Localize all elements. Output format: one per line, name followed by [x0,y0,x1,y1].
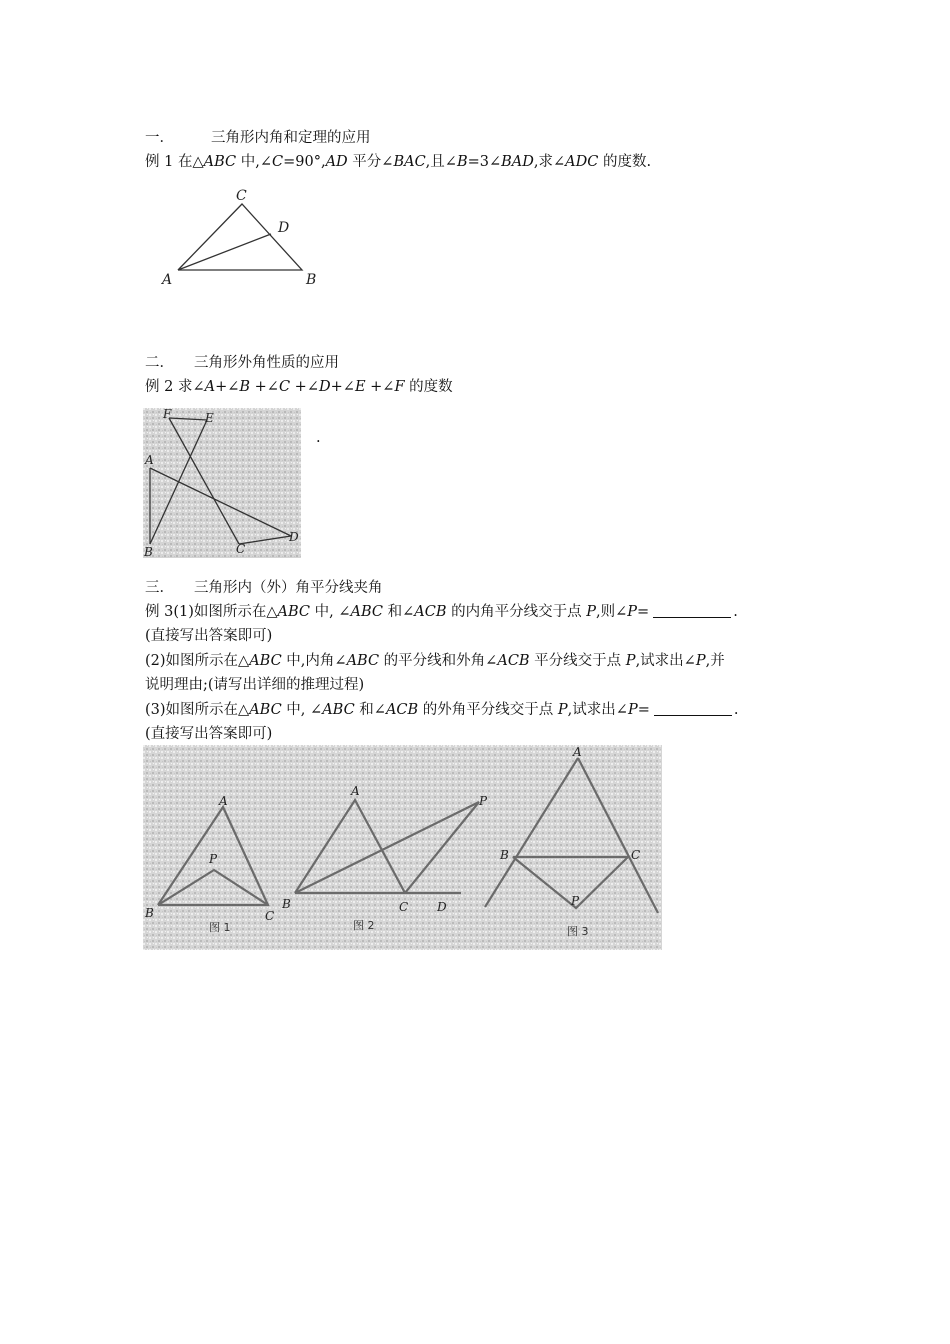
q1-t1: ABC [277,604,311,620]
q3-answer-blank[interactable] [654,701,732,716]
ex1-m7: 的度数. [598,154,652,170]
ex2-t5: E [354,379,366,395]
ex2-t1: A [204,379,216,395]
q3-m1: 中, ∠ [281,702,323,718]
q1-prefix: 例 3(1)如图所示在△ [145,604,278,620]
q3-end: . [733,702,739,718]
ex1-t5: B [456,154,468,170]
fig3-label-c: C [631,848,641,862]
ex1-t6: BAD [501,154,534,170]
segment-ad [178,234,271,270]
fig1-caption: 图 1 [209,921,231,934]
label-e: E [205,411,214,425]
fig1-label-p: P [209,852,218,866]
label-d: D [278,220,290,236]
q3-m2: 和∠ [354,702,386,718]
section2-heading [145,353,339,373]
figure-1-triangle [150,182,340,294]
q2-t2: ABC [346,653,380,669]
q1-end: . [733,604,738,620]
q3-m3: 的外角平分线交于点 [418,702,558,718]
q1-m5: = [637,604,650,620]
section3-number: 三． [145,580,174,596]
q2-line2: 说明理由;(请写出详细的推理过程) [145,677,365,693]
fig3-caption: 图 3 [567,925,589,938]
speckled-background [143,408,301,558]
fig2-label-a: A [351,784,360,798]
q3-t3: ACB [385,702,419,718]
label-f: F [163,407,172,421]
q1-t5: P [627,604,638,620]
fig1-label-b: B [145,906,154,920]
q2-text [145,651,725,671]
ex1-t2: C [271,154,284,170]
ex1-t4: BAC [393,154,426,170]
fig3-label-b: B [500,848,509,862]
fig2-label-d: D [437,900,447,914]
ex2-m2: +∠ [250,379,279,395]
q3-t1: ABC [249,702,282,718]
section1-heading [145,128,371,148]
section2-title: 三角形外角性质的应用 [194,355,339,371]
ex2-m3: +∠ [290,379,319,395]
fig2-caption: 图 2 [353,919,375,932]
q3-t4: P [557,702,568,718]
q2-t5: P [695,653,706,669]
q1-answer-blank[interactable] [653,603,731,618]
q1-t4: P [586,604,596,620]
fig2-label-p: P [479,794,488,808]
q2-m1: 中,内角∠ [281,653,347,669]
ex1-t1: ABC [203,154,237,170]
q2-m5: ,并 [705,653,725,669]
q3-prefix: (3)如图所示在△ [145,702,250,718]
q3-t5: P [627,702,638,718]
ex1-m1: 中,∠ [236,154,272,170]
q2-m4: ,试求出∠ [635,653,696,669]
q2-m3: 平分线交于点 [529,653,626,669]
label-a: A [145,453,154,467]
ex2-m5: +∠ [365,379,395,395]
fig3-label-p: P [571,894,580,908]
q2-t1: ABC [249,653,282,669]
ex1-m3: 平分∠ [347,154,394,170]
figure-3-bisectors [143,745,662,950]
label-a: A [162,272,173,288]
q2-t3: ACB [497,653,530,669]
ex2-prefix: 例 2 求∠ [145,379,205,395]
q1-m2: 和∠ [383,604,415,620]
stray-dot: . [316,430,321,446]
ex2-t2: B [239,379,251,395]
fig2-label-b: B [282,897,291,911]
section3-title: 三角形内（外）角平分线夹角 [194,580,383,596]
section1-title: 三角形内角和定理的应用 [211,130,371,146]
label-b: B [306,272,317,288]
speckled-background [143,745,662,950]
ex1-t7: ADC [565,154,599,170]
ex2-m6: 的度数 [404,379,453,395]
ex1-prefix: 例 1 在△ [145,154,204,170]
figure-2-star [143,408,301,558]
q1-text [145,602,738,622]
q1-note: (直接写出答案即可) [145,628,273,644]
ex1-m6: ,求∠ [533,154,566,170]
triangle-abc-outline [178,204,302,270]
q2-prefix: (2)如图所示在△ [145,653,250,669]
q3-m4: ,试求出∠ [567,702,628,718]
q3-note: (直接写出答案即可) [145,726,273,742]
example1-text [145,152,651,172]
label-b: B [144,545,153,559]
q3-m5: = [637,702,650,718]
example2-text [145,377,453,397]
q1-m3: 的内角平分线交于点 [446,604,587,620]
ex1-m4: ,且∠ [425,154,457,170]
fig2-label-c: C [399,900,409,914]
ex2-t4: D [319,379,331,395]
fig1-label-a: A [219,794,228,808]
q2-m2: 的平分线和外角∠ [379,653,498,669]
ex1-t3: AD [325,154,348,170]
ex2-t6: F [394,379,405,395]
label-d: D [289,530,299,544]
section2-number: 二． [145,355,174,371]
label-c: C [236,542,246,556]
ex2-t3: C [278,379,291,395]
fig1-label-c: C [265,909,275,923]
ex2-m4: +∠ [330,379,355,395]
ex1-m2: =90°, [283,154,326,170]
section1-number: 一． [145,130,174,146]
q2-t4: P [625,653,636,669]
q3-t2: ABC [322,702,355,718]
q1-m1: 中, ∠ [310,604,351,620]
q1-m4: ,则∠ [596,604,628,620]
section3-heading [145,578,383,598]
ex2-m1: +∠ [215,379,240,395]
q1-t2: ABC [350,604,384,620]
q3-text [145,700,738,720]
q1-t3: ACB [414,604,447,620]
label-c: C [236,188,247,204]
fig3-label-a: A [573,745,582,759]
ex1-m5: =3∠ [467,154,502,170]
